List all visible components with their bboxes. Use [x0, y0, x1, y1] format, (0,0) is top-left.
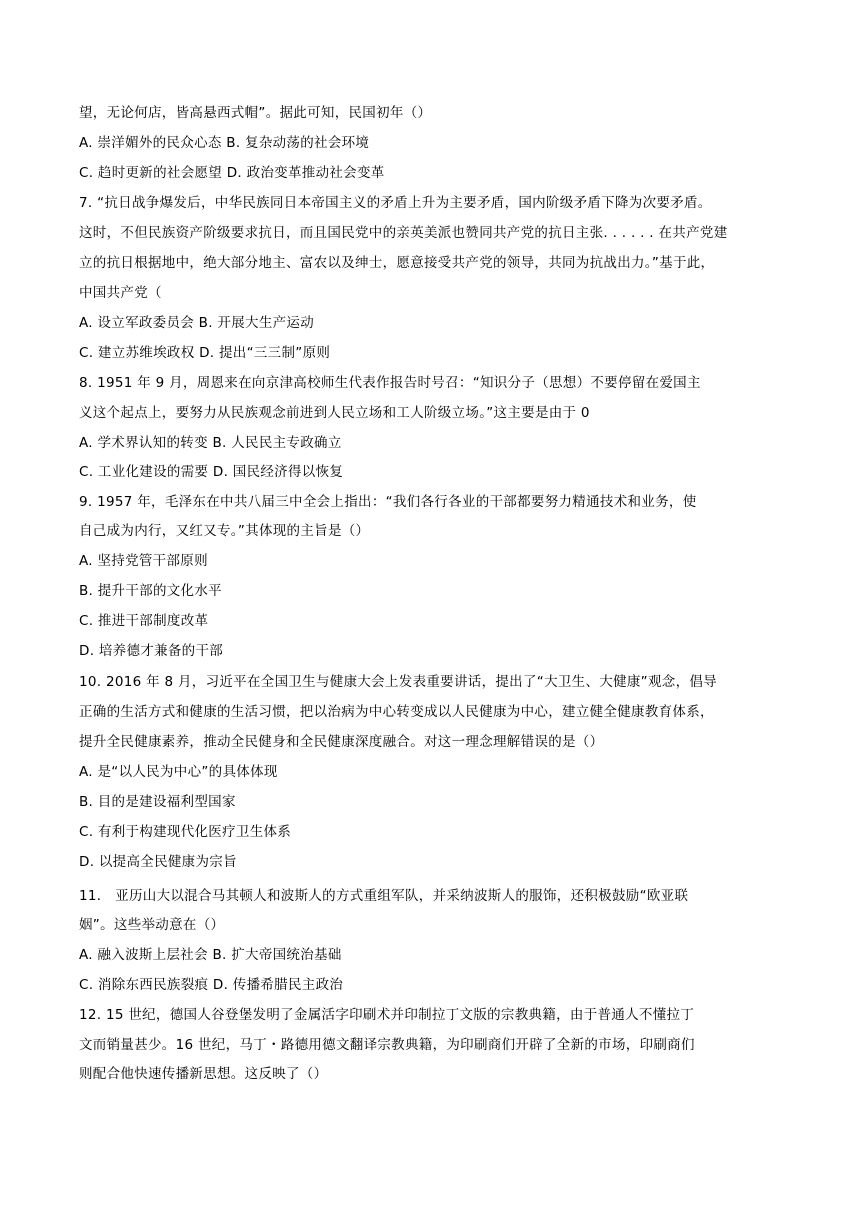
question-12-line: 12. 15 世纪，德国人谷登堡发明了金属活字印刷术并印制拉丁文版的宗教典籍，由于普通人不懂拉丁 [79, 1007, 695, 1023]
option-line: C. 消除东西民族裂痕 D. 传播希腊民主政治 [79, 977, 344, 993]
option-line: A. 融入波斯上层社会 B. 扩大帝国统治基础 [79, 947, 342, 963]
text-line: 义这个起点上，要努力从民族观念前进到人民立场和工人阶级立场。”这主要是由于 0 [79, 405, 590, 421]
text-line: 则配合他快速传播新思想。这反映了（） [79, 1066, 328, 1082]
option-line: C. 趋时更新的社会愿望 D. 政治变革推动社会变革 [79, 165, 385, 181]
option-line: D. 以提高全民健康为宗旨 [79, 854, 237, 870]
text-line: 姻”。这些举动意在（） [79, 917, 225, 933]
question-9-line: 9. 1957 年，毛泽东在中共八届三中全会上指出：“我们各行各业的干部都要努力精通技术和业务，使 [79, 494, 697, 510]
text-line: 立的抗日根据地中，绝大部分地主、富农以及绅士，愿意接受共产党的领导，共同为抗战出力。”基于此， [79, 255, 715, 271]
text-line: 自己成为内行，又红又专。”其体现的主旨是（） [79, 523, 370, 539]
question-11-line: 11． 亚历山大以混合马其顿人和波斯人的方式重组军队，并采纳波斯人的服饰，还积极鼓励“欧亚联 [79, 888, 689, 904]
option-line: B. 目的是建设福利型国家 [79, 794, 236, 810]
option-line: A. 学术界认知的转变 B. 人民民主专政确立 [79, 435, 342, 451]
question-7-line: 7. “抗日战争爆发后，中华民族同日本帝国主义的矛盾上升为主要矛盾，国内阶级矛盾下降为次要矛盾。 [79, 195, 712, 211]
option-line: A. 坚持党管干部原则 [79, 553, 208, 569]
option-line: D. 培养德才兼备的干部 [79, 643, 224, 659]
option-line: C. 建立苏维埃政权 D. 提出“三三制”原则 [79, 345, 331, 361]
text-line: 中国共产党（ [79, 285, 162, 301]
option-line: A. 崇洋媚外的民众心态 B. 复杂动荡的社会环境 [79, 135, 370, 151]
text-line: 正确的生活方式和健康的生活习惯，把以治病为中心转变成以人民健康为中心，建立健全健康教育体系， [79, 704, 714, 720]
text-line: 文而销量甚少。16 世纪，马丁・路德用德文翻译宗教典籍，为印刷商们开辟了全新的市场，印刷商们 [79, 1037, 695, 1053]
text-line: 望，无论何店，皆高悬西式帽”。据此可知，民国初年（） [79, 105, 432, 121]
question-8-line: 8. 1951 年 9 月，周恩来在向京津高校师生代表作报告时号召：“知识分子（思想）不要停留在爱国主 [79, 375, 701, 391]
option-line: C. 有利于构建现代化医疗卫生体系 [79, 824, 292, 840]
text-line: 提升全民健康素养，推动全民健身和全民健康深度融合。对这一理念理解错误的是（） [79, 734, 604, 750]
option-line: A. 设立军政委员会 B. 开展大生产运动 [79, 315, 315, 331]
option-line: C. 工业化建设的需要 D. 国民经济得以恢复 [79, 464, 344, 480]
option-line: C. 推进干部制度改革 [79, 613, 209, 629]
text-line: 这时，不但民族资产阶级要求抗日，而且国民党中的亲英美派也赞同共产党的抗日主张. . . . . . 在共产党建 [79, 225, 728, 241]
option-line: A. 是“以人民为中心”的具体体现 [79, 764, 278, 780]
option-line: B. 提升干部的文化水平 [79, 583, 222, 599]
question-10-line: 10. 2016 年 8 月，习近平在全国卫生与健康大会上发表重要讲话，提出了“大卫生、大健康”观念，倡导 [79, 674, 717, 690]
